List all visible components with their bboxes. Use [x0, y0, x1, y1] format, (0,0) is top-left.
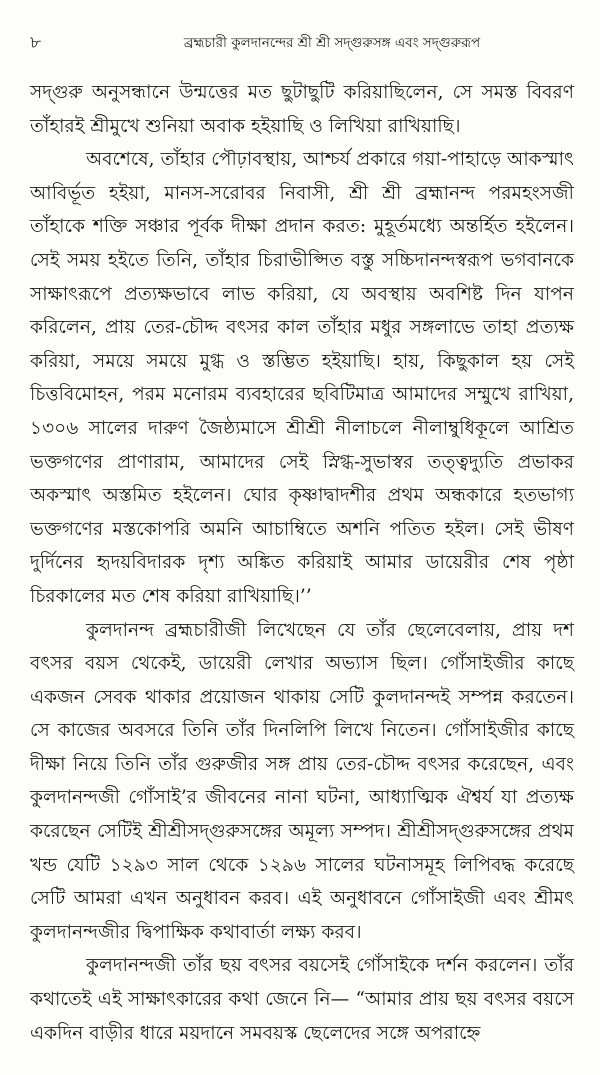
paragraph: কুলদানন্দ ব্রহ্মচারীজী লিখেছেন যে তাঁর ছেলেবেলায়, প্রায় দশ বৎসর বয়স থেকেই, ডায়েরী লেখার অভ্যাস ছিল। গোঁসাইজীর কাছে একজন সেবক থাকার প্রয়োজন থাকায় সেটি কুলদানন্দই সম্পন্ন করতেন। সে কাজের অবসরে তিনি তাঁর দিনলিপি লিখে নিতেন। গোঁসাইজীর কাছে দীক্ষা নিয়ে তিনি তাঁর গুরুজীর সঙ্গ প্রায় তের-চৌদ্দ বৎসর করেছেন, এবং কুলদানন্দজী গোঁসাই’র জীবনের নানা ঘটনা, আধ্যাত্মিক ঐশ্বর্য যা প্রত্যক্ষ করেছেন সেটিই শ্রীশ্রীসদ্‌গুরুসঙ্গের অমূল্য সম্পদ। শ্রীশ্রীসদ্‌গুরুসঙ্গের প্রথম খন্ড যেটি ১২৯৩ সাল থেকে ১২৯৬ সালের ঘটনাসমূহ লিপিবদ্ধ করেছে সেটি আমরা এখন অনুধাবন করব। এই অনুধাবনে গোঁসাইজী এবং শ্রীমৎ কুলদানন্দজীর দ্বিপাক্ষিক কথাবার্তা লক্ষ্য করব। [30, 619, 574, 943]
body-text [30, 76, 574, 1050]
page-header [30, 30, 574, 56]
paragraph-continuation: সদ্‌গুরু অনুসন্ধানে উন্মত্তের মত ছুটাছুটি করিয়াছিলেন, সে সমস্ত বিবরণ তাঁহারই শ্রীমুখে শুনিয়া অবাক হইয়াছি ও লিখিয়া রাখিয়াছি। [30, 82, 574, 137]
paragraph: কুলদানন্দজী তাঁর ছয় বৎসর বয়সেই গোঁসাইকে দর্শন করলেন। তাঁর কথাতেই এই সাক্ষাৎকারের কথা জেনে নি— “আমার প্রায় ছয় বৎসর বয়সে একদিন বাড়ীর ধারে ময়দানে সমবয়স্ক ছেলেদের সঙ্গে অপরাহ্নে [30, 955, 574, 1044]
running-title: ব্রহ্মচারী কুলদানন্দের শ্রী শ্রী সদ্‌গুরুসঙ্গ এবং সদ্‌গুরুরূপ [183, 35, 481, 51]
page-number: ৮ [30, 33, 42, 53]
paragraph: অবশেষে, তাঁহার পৌঢ়াবস্থায়, আশ্চর্য প্রকারে গয়া-পাহাড়ে আকস্মাৎ আবির্ভূত হইয়া, মানস-সরোবর নিবাসী, শ্রী শ্রী ব্রহ্মানন্দ পরমহংসজী তাঁহাকে শক্তি সঞ্চার পূর্বক দীক্ষা প্রদান করত: মুহূর্তমধ্যে অন্তর্হিত হইলেন। সেই সময় হইতে তিনি, তাঁহার চিরাভীপ্সিত বস্তু সচ্চিদানন্দস্বরূপ ভগবানকে সাক্ষাৎরূপে প্রত্যক্ষভাবে লাভ করিয়া, যে অবস্থায় অবশিষ্ট দিন যাপন করিলেন, প্রায় তের-চৌদ্দ বৎসর কাল তাঁহার মধুর সঙ্গলাভে তাহা প্রত্যক্ষ করিয়া, সময়ে সময়ে মুগ্ধ ও স্তম্ভিত হইয়াছি। হায়, কিছুকাল হয় সেই চিত্তবিমোহন, পরম মনোরম ব্যবহারের ছবিটিমাত্র আমাদের সম্মুখে রাখিয়া, ১৩০৬ সালের দারুণ জৈষ্ঠ্যমাসে শ্রীশ্রী নীলাচলে নীলাম্বুধিকূলে আশ্রিত ভক্তগণের প্রাণারাম, আমাদের সেই স্নিগ্ধ-সুভাস্বর তত্ত্বদ্যুতি প্রভাকর অকস্মাৎ অস্তমিত হইলেন। ঘোর কৃষ্ণাদ্বাদশীর প্রথম অন্ধকারে হতভাগ্য ভক্তগণের মস্তকোপরি অমনি আচাম্বিতে অশনি পতিত হইল। সেই ভীষণ দুর্দিনের হৃদয়বিদারক দৃশ্য অঙ্কিত করিয়াই আমার ডায়েরীর শেষ পৃষ্ঠা চিরকালের মত শেষ করিয়া রাখিয়াছি।’’ [30, 149, 574, 607]
